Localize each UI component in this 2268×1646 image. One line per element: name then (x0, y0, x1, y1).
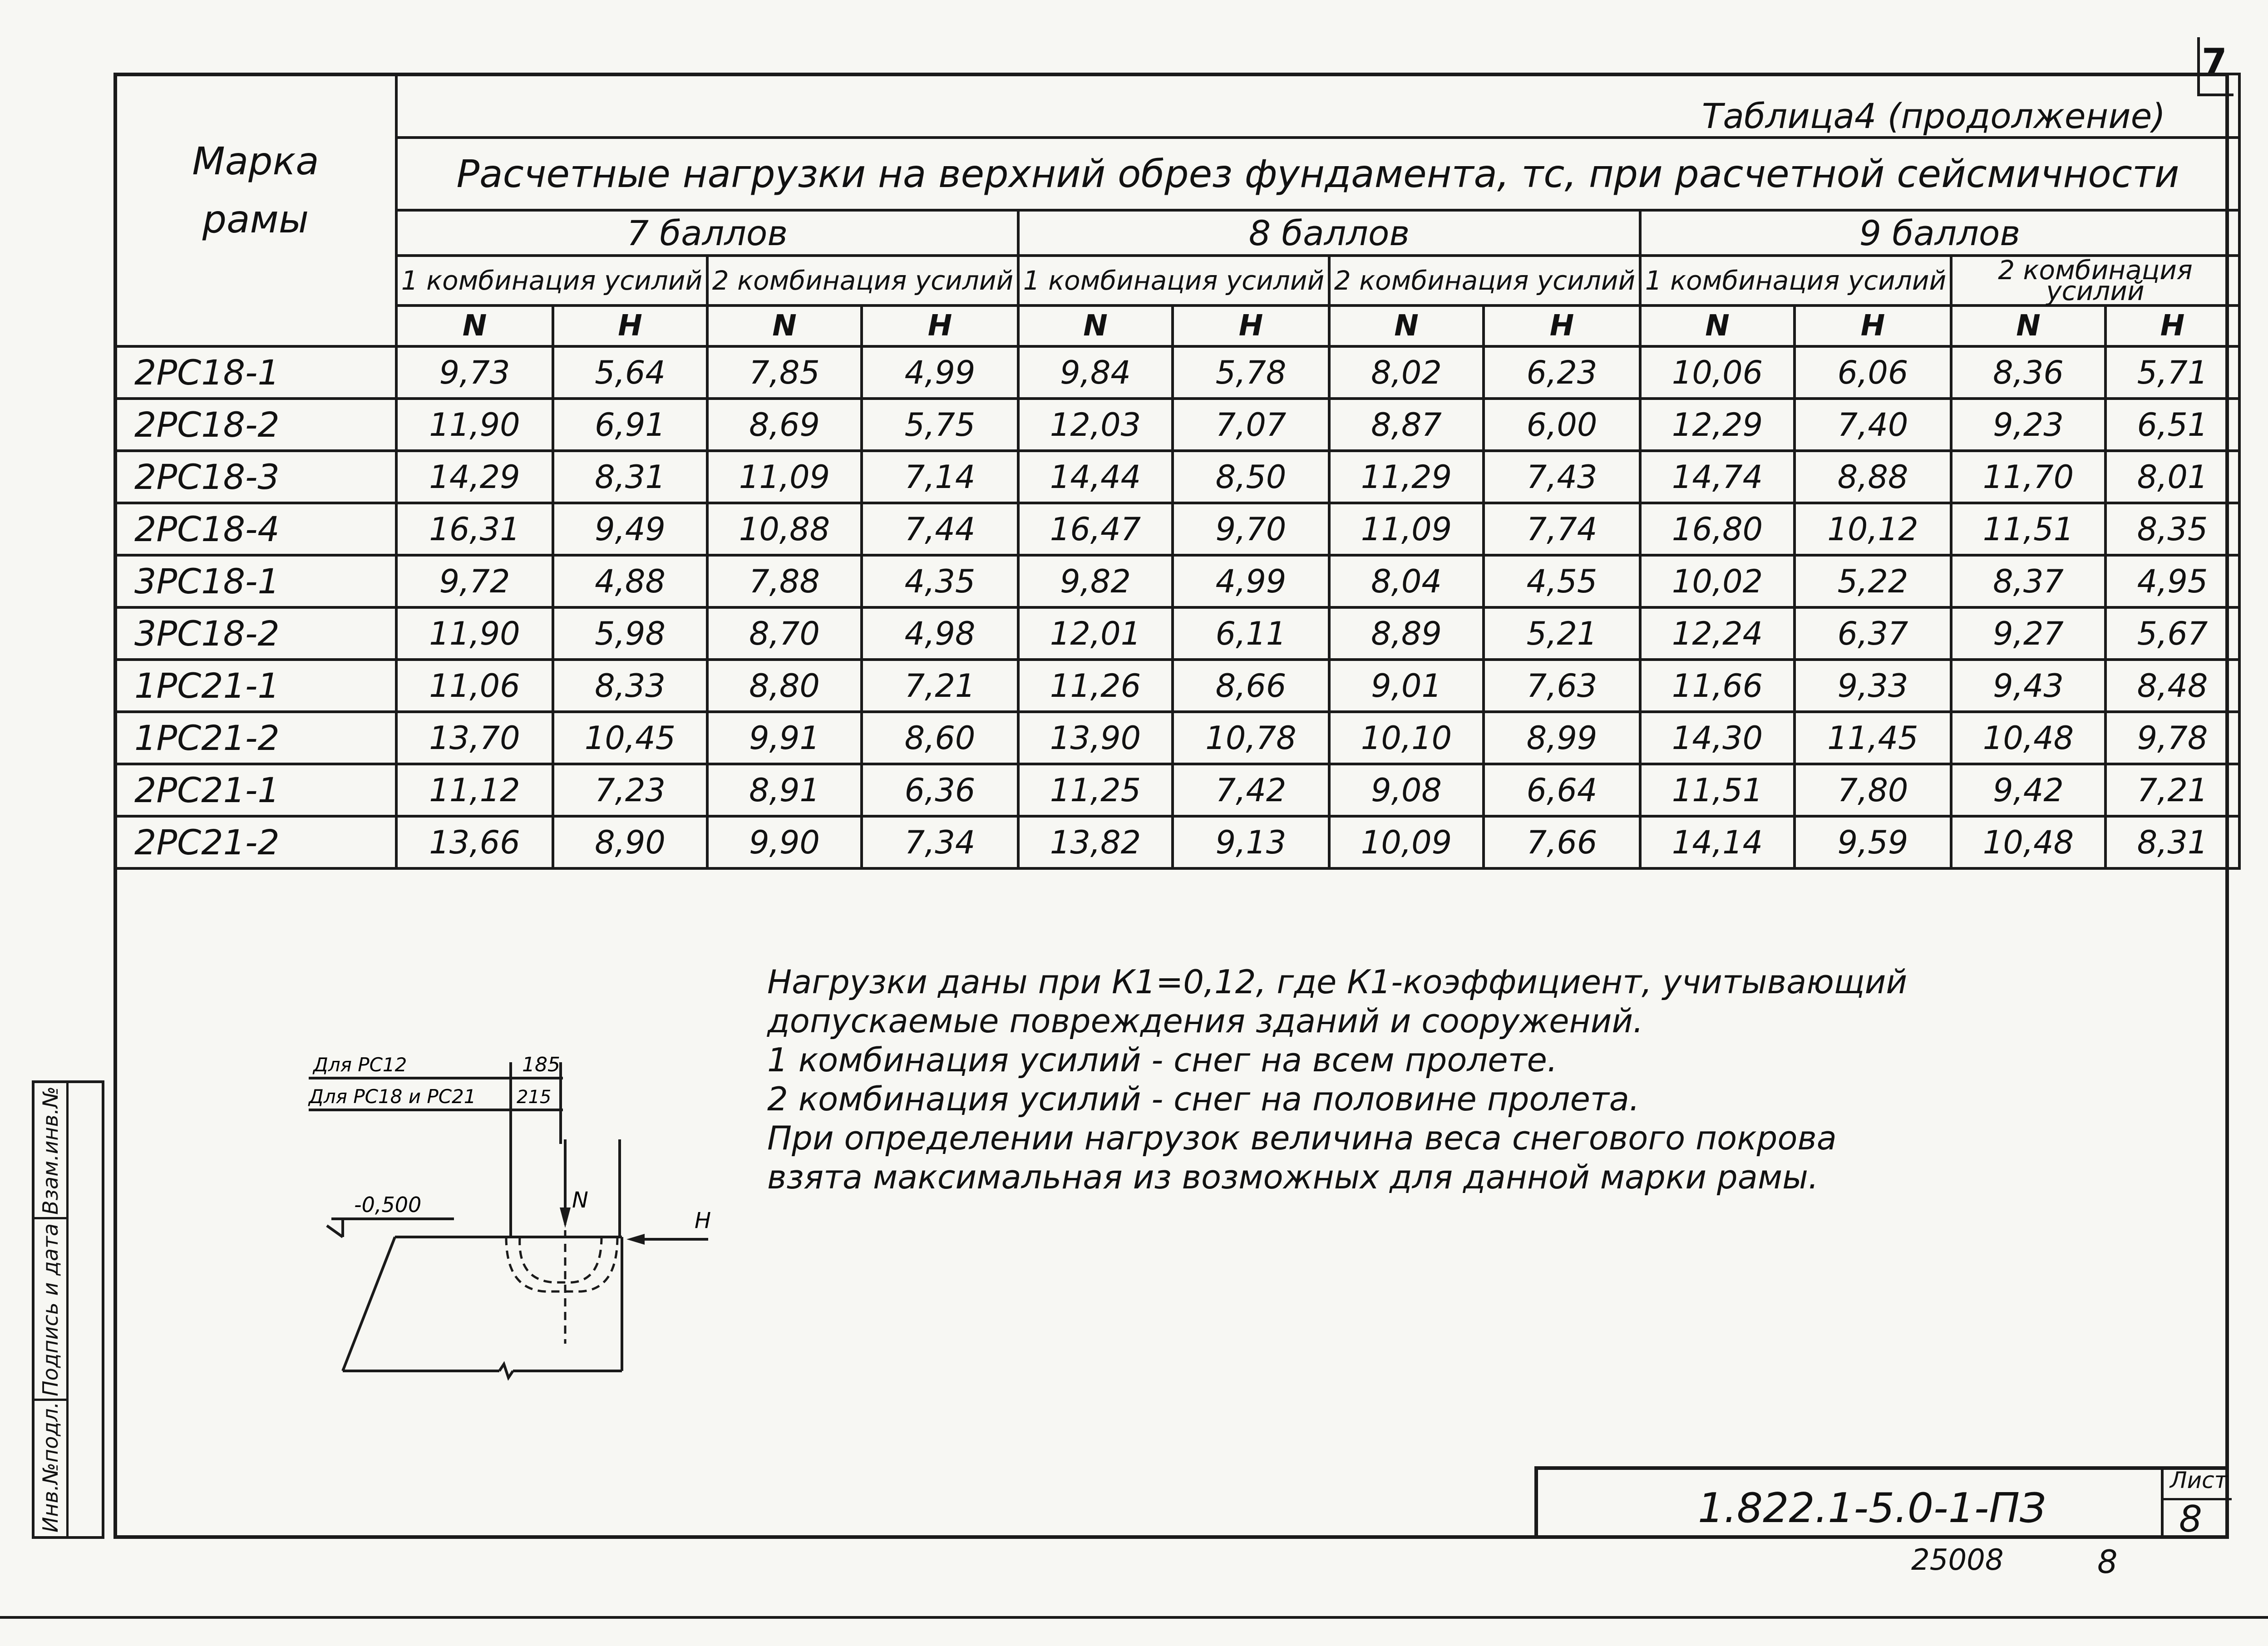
load-value: 6,37 (1795, 607, 1951, 660)
mark-label-2: рамы (202, 197, 309, 241)
load-value: 13,66 (396, 816, 553, 868)
col-n: N (707, 306, 862, 346)
note-line: допускаемые повреждения зданий и сооружений. (767, 1002, 1644, 1040)
load-value: 9,23 (1951, 399, 2105, 451)
load-value: 8,01 (2105, 451, 2239, 503)
combo2-8: 2 комбинация усилий (1329, 256, 1640, 306)
frame-mark: 2РС18-3 (115, 451, 396, 503)
frame-mark: 2РС18-1 (115, 346, 396, 399)
side-stamp (32, 1080, 104, 1539)
col-n: N (396, 306, 553, 346)
notes (767, 962, 1907, 1197)
load-value: 5,21 (1484, 607, 1640, 660)
loads-table (113, 73, 2241, 870)
combo1-9: 1 комбинация усилий (1640, 256, 1951, 306)
col-n: N (1640, 306, 1795, 346)
load-value: 11,29 (1329, 451, 1484, 503)
frame-mark: 3РС18-2 (115, 607, 396, 660)
stamp-divider (66, 1083, 69, 1537)
load-value: 9,70 (1173, 503, 1329, 555)
load-value: 14,30 (1640, 712, 1795, 764)
frame-mark: 2РС21-2 (115, 816, 396, 868)
load-value: 11,09 (1329, 503, 1484, 555)
load-value: 13,70 (396, 712, 553, 764)
load-value: 7,42 (1173, 764, 1329, 816)
table-row (115, 451, 2239, 503)
load-value: 8,99 (1484, 712, 1640, 764)
col-n: N (1329, 306, 1484, 346)
frame-mark: 2РС18-2 (115, 399, 396, 451)
combo1-8: 1 комбинация усилий (1018, 256, 1329, 306)
load-value: 8,02 (1329, 346, 1484, 399)
bottom-rule (0, 1616, 2268, 1619)
load-value: 11,45 (1795, 712, 1951, 764)
page-number: 7 (2202, 41, 2227, 83)
stamp-replace-text: Взам.инв.№ (38, 1086, 63, 1215)
load-value: 11,51 (1951, 503, 2105, 555)
frame-mark: 3РС18-1 (115, 555, 396, 607)
col-h: H (553, 306, 707, 346)
load-value: 9,84 (1018, 346, 1173, 399)
table-title: Таблица4 (продолжение) (1701, 96, 2165, 136)
note-line: 1 комбинация усилий - снег на всем пролете. (767, 1041, 1558, 1079)
note-line: 2 комбинация усилий - снег на половине пролета. (767, 1080, 1640, 1118)
table-row (115, 816, 2239, 868)
load-value: 11,09 (707, 451, 862, 503)
load-value: 5,71 (2105, 346, 2239, 399)
table-title-cell (396, 74, 2239, 138)
load-value: 8,31 (2105, 816, 2239, 868)
load-value: 6,91 (553, 399, 707, 451)
label-pc12: Для РС12 (313, 1054, 407, 1076)
load-value: 8,91 (707, 764, 862, 816)
load-value: 5,75 (862, 399, 1018, 451)
load-value: 10,02 (1640, 555, 1795, 607)
load-value: 8,35 (2105, 503, 2239, 555)
load-value: 10,06 (1640, 346, 1795, 399)
load-value: 7,63 (1484, 660, 1640, 712)
load-value: 5,67 (2105, 607, 2239, 660)
table-row (115, 346, 2239, 399)
load-value: 4,99 (862, 346, 1018, 399)
load-value: 6,11 (1173, 607, 1329, 660)
force-n: N (572, 1188, 588, 1213)
load-value: 11,12 (396, 764, 553, 816)
load-value: 4,88 (553, 555, 707, 607)
load-value: 8,90 (553, 816, 707, 868)
mark-label: Марка (192, 139, 319, 183)
table-row (115, 503, 2239, 555)
seismic-9: 9 баллов (1640, 210, 2239, 256)
table-row (115, 555, 2239, 607)
sheet-label: Лист (2170, 1467, 2228, 1493)
load-value: 8,36 (1951, 346, 2105, 399)
load-value: 7,21 (862, 660, 1018, 712)
load-value: 6,36 (862, 764, 1018, 816)
load-value: 9,73 (396, 346, 553, 399)
load-value: 9,08 (1329, 764, 1484, 816)
load-value: 12,24 (1640, 607, 1795, 660)
load-value: 7,43 (1484, 451, 1640, 503)
stamp-inventory-text: Инв.№подл. (38, 1401, 63, 1533)
load-value: 9,27 (1951, 607, 2105, 660)
combo2-9: 2 комбинация усилий (1951, 256, 2239, 306)
table-row (115, 764, 2239, 816)
load-value: 10,10 (1329, 712, 1484, 764)
foundation-sketch (300, 1026, 754, 1389)
load-value: 7,34 (862, 816, 1018, 868)
load-value: 7,85 (707, 346, 862, 399)
load-value: 9,49 (553, 503, 707, 555)
note-line: Нагрузки даны при К1=0,12, где К1-коэффициент, учитывающий (767, 963, 1908, 1001)
col-n: N (1951, 306, 2105, 346)
load-value: 10,48 (1951, 712, 2105, 764)
load-value: 7,21 (2105, 764, 2239, 816)
load-value: 11,90 (396, 607, 553, 660)
frame-mark: 1РС21-1 (115, 660, 396, 712)
load-value: 14,14 (1640, 816, 1795, 868)
col-h: H (1795, 306, 1951, 346)
load-value: 7,14 (862, 451, 1018, 503)
stamp-signature-text: Подпись и дата (38, 1223, 63, 1396)
load-value: 9,01 (1329, 660, 1484, 712)
load-value: 9,90 (707, 816, 862, 868)
col-h: H (1484, 306, 1640, 346)
load-value: 4,55 (1484, 555, 1640, 607)
note-line: При определении нагрузок величина веса снегового покрова (767, 1119, 1837, 1157)
load-value: 14,74 (1640, 451, 1795, 503)
label-pc18: Для РС18 и РС21 (309, 1085, 476, 1108)
note-line: взята максимальная из возможных для данной марки рамы. (767, 1158, 1819, 1196)
load-value: 7,88 (707, 555, 862, 607)
load-value: 8,80 (707, 660, 862, 712)
frame-mark: 2РС18-4 (115, 503, 396, 555)
dim-185: 185 (522, 1053, 560, 1076)
load-value: 10,12 (1795, 503, 1951, 555)
load-value: 8,60 (862, 712, 1018, 764)
table-row (115, 399, 2239, 451)
load-value: 11,26 (1018, 660, 1173, 712)
seismic-7: 7 баллов (396, 210, 1018, 256)
load-value: 5,78 (1173, 346, 1329, 399)
load-value: 4,98 (862, 607, 1018, 660)
col-h: H (2105, 306, 2239, 346)
load-value: 7,40 (1795, 399, 1951, 451)
main-title: Расчетные нагрузки на верхний обрез фундамента, тс, при расчетной сейсмичности (396, 138, 2239, 210)
frame-mark: 1РС21-2 (115, 712, 396, 764)
load-value: 7,23 (553, 764, 707, 816)
load-value: 9,91 (707, 712, 862, 764)
load-value: 8,48 (2105, 660, 2239, 712)
load-value: 5,64 (553, 346, 707, 399)
load-value: 16,80 (1640, 503, 1795, 555)
load-value: 5,98 (553, 607, 707, 660)
load-value: 7,44 (862, 503, 1018, 555)
combo2-7: 2 комбинация усилий (707, 256, 1018, 306)
load-value: 8,89 (1329, 607, 1484, 660)
frame-mark: 2РС21-1 (115, 764, 396, 816)
dim-215: 215 (517, 1087, 552, 1108)
load-value: 6,51 (2105, 399, 2239, 451)
load-value: 4,35 (862, 555, 1018, 607)
load-value: 14,29 (396, 451, 553, 503)
load-value: 16,31 (396, 503, 553, 555)
load-value: 10,88 (707, 503, 862, 555)
load-value: 7,80 (1795, 764, 1951, 816)
load-value: 14,44 (1018, 451, 1173, 503)
load-value: 7,74 (1484, 503, 1640, 555)
archive-page: 8 (2097, 1543, 2118, 1581)
load-value: 8,31 (553, 451, 707, 503)
load-value: 9,59 (1795, 816, 1951, 868)
load-value: 10,45 (553, 712, 707, 764)
load-value: 6,06 (1795, 346, 1951, 399)
mark-header (115, 74, 396, 346)
load-value: 11,90 (396, 399, 553, 451)
load-value: 9,13 (1173, 816, 1329, 868)
load-value: 13,90 (1018, 712, 1173, 764)
load-value: 12,03 (1018, 399, 1173, 451)
load-value: 11,70 (1951, 451, 2105, 503)
load-value: 12,01 (1018, 607, 1173, 660)
load-value: 8,87 (1329, 399, 1484, 451)
load-value: 5,22 (1795, 555, 1951, 607)
sheet-number: 8 (2179, 1498, 2202, 1540)
load-value: 9,43 (1951, 660, 2105, 712)
load-value: 8,70 (707, 607, 862, 660)
load-value: 9,42 (1951, 764, 2105, 816)
table-row (115, 607, 2239, 660)
load-value: 6,00 (1484, 399, 1640, 451)
load-value: 9,72 (396, 555, 553, 607)
load-value: 8,37 (1951, 555, 2105, 607)
load-value: 8,50 (1173, 451, 1329, 503)
force-h: H (695, 1208, 711, 1233)
load-value: 8,69 (707, 399, 862, 451)
load-value: 6,64 (1484, 764, 1640, 816)
load-value: 9,82 (1018, 555, 1173, 607)
load-value: 8,04 (1329, 555, 1484, 607)
document-code: 1.822.1-5.0-1-ПЗ (1698, 1484, 2046, 1532)
load-value: 11,25 (1018, 764, 1173, 816)
load-value: 16,47 (1018, 503, 1173, 555)
load-value: 4,95 (2105, 555, 2239, 607)
archive-number: 25008 (1911, 1543, 2004, 1577)
load-value: 8,88 (1795, 451, 1951, 503)
load-value: 4,99 (1173, 555, 1329, 607)
load-value: 10,78 (1173, 712, 1329, 764)
table-row (115, 712, 2239, 764)
nh-header-row (115, 306, 2239, 346)
load-value: 11,51 (1640, 764, 1795, 816)
load-value: 9,78 (2105, 712, 2239, 764)
table-row (115, 660, 2239, 712)
load-value: 12,29 (1640, 399, 1795, 451)
load-value: 6,23 (1484, 346, 1640, 399)
level-mark: -0,500 (354, 1193, 422, 1217)
load-value: 10,48 (1951, 816, 2105, 868)
load-value: 8,66 (1173, 660, 1329, 712)
col-h: H (862, 306, 1018, 346)
load-value: 7,66 (1484, 816, 1640, 868)
combo1-7: 1 комбинация усилий (396, 256, 707, 306)
load-value: 13,82 (1018, 816, 1173, 868)
col-n: N (1018, 306, 1173, 346)
load-value: 10,09 (1329, 816, 1484, 868)
load-value: 8,33 (553, 660, 707, 712)
load-value: 9,33 (1795, 660, 1951, 712)
load-value: 11,66 (1640, 660, 1795, 712)
seismic-8: 8 баллов (1018, 210, 1640, 256)
load-value: 7,07 (1173, 399, 1329, 451)
load-value: 11,06 (396, 660, 553, 712)
col-h: H (1173, 306, 1329, 346)
